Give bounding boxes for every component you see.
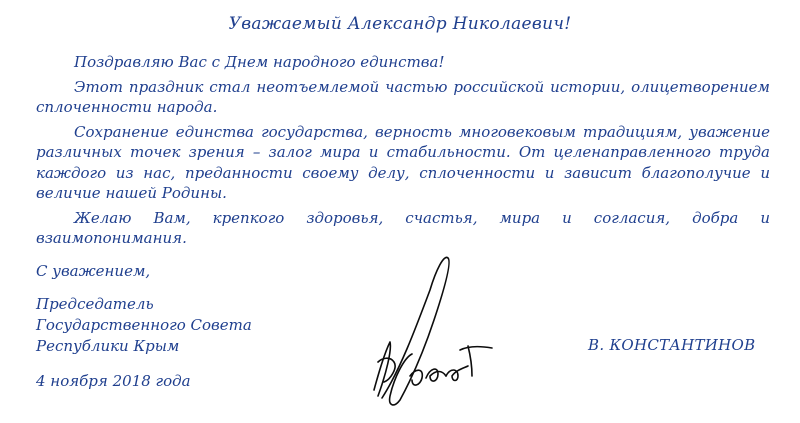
paragraph-holiday: Этот праздник стал неотъемлемой частью российской истории, олицетворением сплоченности народа.: [36, 77, 770, 116]
paragraph-greeting: Поздравляю Вас с Днем народного единства!: [74, 53, 445, 71]
signer-name: В. КОНСТАНТИНОВ: [588, 336, 756, 354]
paragraph-unity: Сохранение единства государства, верность многовековым традициям, уважение различных точек зрения – залог мира и стабильности. От целенаправленного труда каждого из нас, преданности своему делу, сплоченности и зависит благополучие и величие нашей Родины.: [36, 122, 770, 202]
letter-body: [36, 52, 770, 253]
letter-date: 4 ноября 2018 года: [36, 372, 191, 390]
closing: С уважением,: [36, 262, 151, 280]
signer-position: [36, 294, 252, 357]
position-line: Председатель: [36, 295, 154, 313]
position-line: Республики Крым: [36, 337, 180, 355]
position-line: Государственного Совета: [36, 316, 252, 334]
signature-icon: [360, 250, 500, 410]
paragraph-wishes: Желаю Вам, крепкого здоровья, счастья, мира и согласия, добра и взаимопонимания.: [36, 208, 770, 247]
salutation: Уважаемый Александр Николаевич!: [228, 14, 572, 34]
